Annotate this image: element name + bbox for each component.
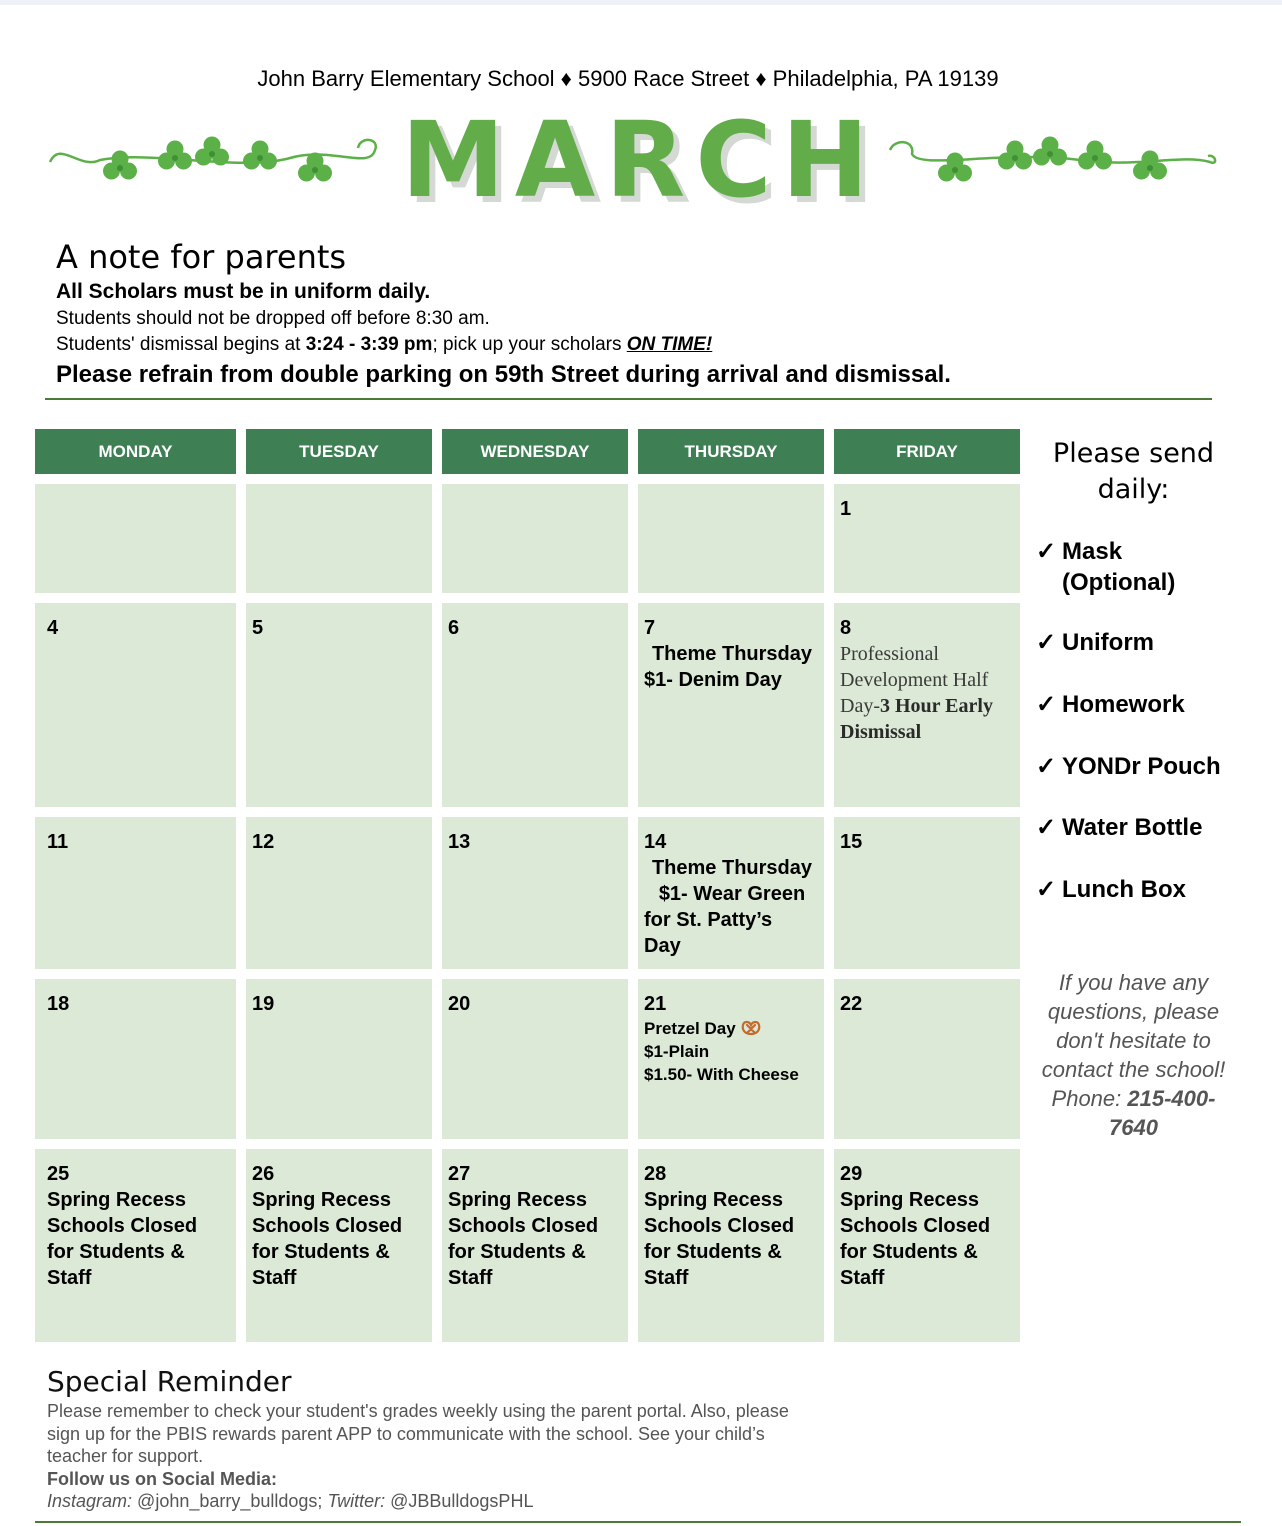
calendar-cell [638, 817, 824, 969]
day-number: 18 [47, 993, 70, 1015]
checklist-item: ✓ YONDr Pouch [1036, 753, 1221, 780]
event-detail: $1-Plain [644, 1042, 710, 1061]
clover-icon [1033, 137, 1067, 166]
weekday-header: WEDNESDAY [442, 429, 628, 474]
event-detail: Spring Recess Schools Closed for Students & Staff [252, 1189, 403, 1289]
day-number: 11 [47, 831, 69, 853]
day-number: 12 [252, 831, 275, 853]
day-number: 1 [840, 498, 852, 520]
calendar-cell-empty [638, 484, 824, 593]
school-address: John Barry Elementary School ♦ 5900 Race Street ♦ Philadelphia, PA 19139 [257, 66, 999, 91]
contact-note: If you have any questions, please don't hesitate to contact the school! Phone: 215-400-7640 [1041, 970, 1226, 1140]
event-detail: $1.50- With Cheese [644, 1065, 799, 1084]
calendar-cell [638, 979, 824, 1139]
event-detail: Spring Recess Schools Closed for Students & Staff [47, 1189, 198, 1289]
calendar-cell [442, 817, 628, 969]
event-detail: Spring Recess Schools Closed for Students & Staff [644, 1189, 795, 1289]
clover-icon [998, 141, 1032, 170]
day-number: 8 [840, 617, 852, 639]
note-dropoff: Students should not be dropped off before 8:30 am. [56, 308, 490, 329]
event-detail: for St. Patty’s Day [644, 909, 773, 957]
calendar-cell [834, 603, 1020, 807]
calendar-cell [442, 1149, 628, 1342]
event-detail: Professional Development Half Day-3 Hour Early Dismissal [840, 643, 993, 743]
divider [35, 1521, 1241, 1523]
day-number: 22 [840, 993, 863, 1015]
calendar-cell-empty [442, 484, 628, 593]
calendar-cell [834, 1149, 1020, 1342]
event-title: Theme Thursday [651, 643, 813, 665]
note-uniform: All Scholars must be in uniform daily. [56, 280, 431, 303]
calendar-cell [834, 979, 1020, 1139]
note-title: A note for parents [56, 238, 347, 276]
daily-checklist [1036, 436, 1231, 905]
weekday-header: THURSDAY [638, 429, 824, 474]
day-number: 6 [448, 617, 460, 639]
social-handles: Instagram: @john_barry_bulldogs; Twitter: @JBBulldogsPHL [47, 1491, 534, 1511]
calendar-cell-empty [35, 484, 236, 593]
day-number: 15 [840, 831, 863, 853]
calendar-cell [246, 817, 432, 969]
calendar-cell [638, 1149, 824, 1342]
month-title: MARCH [401, 99, 879, 221]
event-title: Pretzel Day [644, 1017, 812, 1040]
note-dismissal: Students' dismissal begins at 3:24 - 3:39 pm; pick up your scholars ON TIME! [56, 334, 713, 355]
day-number: 26 [252, 1163, 275, 1185]
clover-icon [938, 153, 972, 182]
day-number: 19 [252, 993, 275, 1015]
reminder-body: Please remember to check your student's grades weekly using the parent portal. Also, please sign up for the PBIS rewards parent APP to communicate with the school. See your child’s teacher for support. [47, 1401, 789, 1466]
weekday-header: TUESDAY [246, 429, 432, 474]
check-icon: ✓ [1036, 753, 1057, 780]
event-detail: Spring Recess Schools Closed for Students & Staff [448, 1189, 599, 1289]
day-number: 13 [448, 831, 471, 853]
pretzel-icon [740, 1019, 762, 1037]
clover-icon [158, 141, 192, 170]
check-icon: ✓ [1036, 691, 1057, 718]
social-heading: Follow us on Social Media: [47, 1468, 278, 1489]
special-reminder [47, 1364, 807, 1513]
checklist-item: ✓ Uniform [1036, 629, 1154, 656]
clover-icon [1133, 151, 1167, 180]
checklist-item: ✓ Mask (Optional) [1036, 538, 1176, 596]
day-number: 27 [448, 1163, 471, 1185]
calendar-cell [834, 484, 1020, 593]
day-number: 28 [644, 1163, 667, 1185]
checklist-item: ✓ Homework [1036, 691, 1185, 718]
calendar-cell [442, 603, 628, 807]
check-icon: ✓ [1036, 814, 1057, 841]
day-number: 29 [840, 1163, 863, 1185]
day-number: 25 [47, 1163, 70, 1185]
day-number: 4 [47, 617, 59, 639]
event-title: Theme Thursday [651, 857, 813, 879]
calendar-cell [638, 603, 824, 807]
parent-note [56, 236, 1206, 390]
clover-icon [1078, 141, 1112, 170]
day-number: 5 [252, 617, 264, 639]
clover-icon [298, 153, 332, 182]
event-detail: $1- Denim Day [644, 669, 782, 691]
weekday-header: FRIDAY [834, 429, 1020, 474]
day-number: 21 [644, 993, 667, 1015]
phone-number: 215-400-7640 [1109, 1086, 1216, 1140]
calendar-cell [246, 1149, 432, 1342]
calendar-cell [442, 979, 628, 1139]
reminder-title: Special Reminder [47, 1365, 292, 1398]
top-strip [0, 0, 1282, 5]
checklist-title: Please send daily: [1052, 438, 1215, 505]
divider [45, 398, 1212, 400]
clover-icon [243, 141, 277, 170]
calendar-cell [834, 817, 1020, 969]
calendar-cell [246, 603, 432, 807]
check-icon: ✓ [1036, 876, 1057, 903]
calendar-cell [35, 603, 236, 807]
calendar-cell [246, 979, 432, 1139]
day-number: 20 [448, 993, 471, 1015]
day-number: 14 [644, 831, 667, 853]
event-detail: $1- Wear Green [658, 883, 806, 905]
event-detail: Spring Recess Schools Closed for Students & Staff [840, 1189, 991, 1289]
calendar-cell-empty [246, 484, 432, 593]
calendar-cell [35, 1149, 236, 1342]
check-icon: ✓ [1036, 538, 1057, 565]
checklist-item: ✓ Water Bottle [1036, 814, 1203, 841]
weekday-header: MONDAY [35, 429, 236, 474]
note-parking: Please refrain from double parking on 59th Street during arrival and dismissal. [56, 361, 951, 388]
checklist-item: ✓ Lunch Box [1036, 876, 1186, 903]
calendar-cell [35, 979, 236, 1139]
calendar-cell [35, 817, 236, 969]
clover-icon [103, 151, 137, 180]
day-number: 7 [644, 617, 656, 639]
check-icon: ✓ [1036, 629, 1057, 656]
